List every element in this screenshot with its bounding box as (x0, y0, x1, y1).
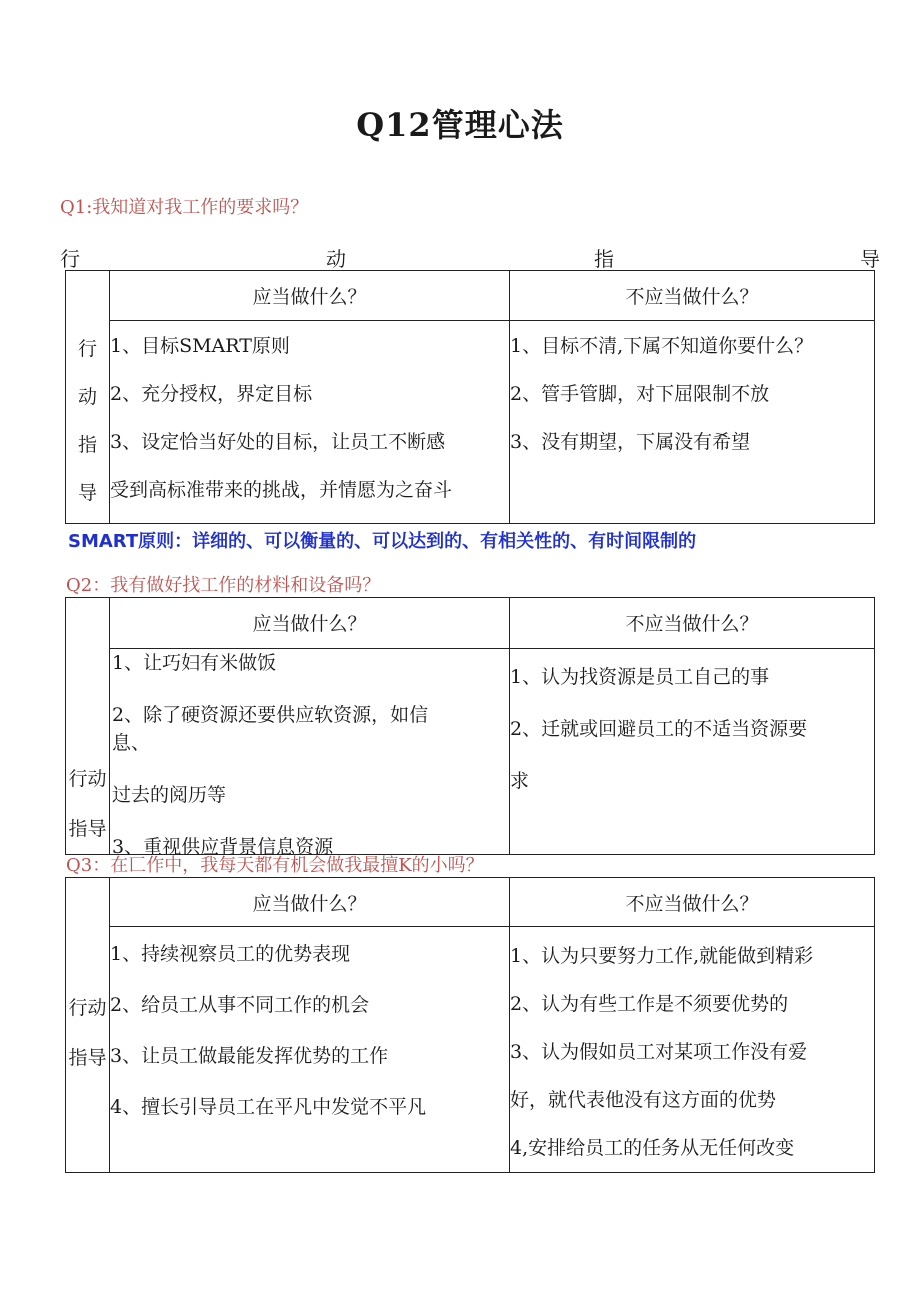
q1-do-item: 1、目标SMART原则 (110, 335, 290, 357)
q1-do-item: 受到高标准带来的挑战，并情愿为之奋斗 (110, 479, 453, 501)
q3-question: Q3：在匸作中，我每天都有机会做我最擅K的小吗？ (66, 855, 484, 876)
q1-side-char: 动 (77, 386, 97, 408)
q1-spread-char-4: 导 (860, 247, 880, 271)
q3-dont-item: 1、认为只要努力工作,就能做到精彩 (510, 945, 814, 967)
q2-side-label-cell (66, 598, 110, 855)
q1-dont-item: 1、目标不清,下属不知道你要什么？ (510, 335, 814, 357)
q1-spread-char-1: 行 (60, 247, 80, 271)
q2-do-item: 3、重视供应背景信息资源 (112, 835, 334, 858)
q3-header-do: 应当做什么？ (110, 878, 510, 927)
q2-guidance-table (65, 597, 875, 858)
q1-header-dont: 不应当做什么？ (510, 271, 875, 321)
q2-do-cell (110, 648, 510, 858)
q2-dont-item: 求 (510, 769, 530, 792)
q3-header-dont: 不应当做什么？ (510, 878, 875, 927)
q1-question: Q1:我知道对我工作的要求吗？ (60, 197, 309, 218)
q3-dont-item: 3、认为假如员工对某项工作没有爱 (510, 1041, 808, 1063)
q3-do-cell (110, 927, 510, 1173)
q1-dont-item: 2、管手管脚，对下屈限制不放 (510, 383, 770, 405)
q2-header-do: 应当做什么？ (110, 598, 510, 649)
q1-side-label-cell (66, 271, 110, 524)
smart-principle-note: SMART原则：详细的、可以衡量的、可以达到的、有相关性的、有时间限制的 (68, 531, 697, 552)
q1-side-char: 导 (77, 482, 97, 504)
q1-do-item: 2、充分授权，界定目标 (110, 383, 313, 405)
q1-spread-char-2: 动 (326, 247, 346, 271)
page-title: Q12管理心法 (356, 106, 564, 144)
q3-dont-cell (510, 927, 875, 1173)
q2-question: Q2：我有做好找工作的材料和设备吗？ (66, 575, 381, 596)
q1-side-char: 指 (77, 434, 97, 456)
q3-side-line: 指导 (68, 1047, 107, 1069)
q2-dont-item: 2、迁就或回避员工的不适当资源要 (510, 717, 808, 740)
q2-do-item: 2、除了硬资源还要供应软资源，如信 (112, 703, 429, 726)
q2-dont-item: 1、认为找资源是员工自己的事 (510, 665, 770, 688)
q3-do-item: 3、让员工做最能发挥优势的工作 (110, 1045, 389, 1067)
q1-dont-cell (510, 321, 875, 524)
q3-dont-item: 好，就代表他没有这方面的优势 (510, 1089, 777, 1111)
q1-dont-item: 3、没有期望，下属没有希望 (510, 431, 751, 453)
q3-guidance-table (65, 877, 875, 1173)
q1-spread-char-3: 指 (594, 247, 614, 271)
q3-dont-item: 2、认为有些工作是不须要优势的 (510, 993, 789, 1015)
q2-do-item: 1、让巧妇有米做饭 (112, 651, 277, 674)
q2-header-dont: 不应当做什么？ (510, 598, 875, 649)
q2-do-item: 息、 (112, 731, 151, 754)
q1-header-do: 应当做什么？ (110, 271, 510, 321)
q3-do-item: 4、擅长引导员工在平凡中发觉不平凡 (110, 1096, 427, 1118)
q2-dont-cell (510, 648, 875, 854)
q2-side-line: 行动 (68, 768, 107, 790)
q3-do-item: 2、给员工从事不同工作的机会 (110, 994, 370, 1016)
q1-side-char: 行 (77, 338, 97, 360)
q3-side-line: 行动 (68, 997, 107, 1019)
q2-side-line: 指导 (68, 818, 107, 840)
q2-do-item: 过去的阅历等 (112, 783, 227, 806)
q3-side-label-cell (66, 878, 110, 1173)
q1-guidance-table (65, 270, 875, 524)
q3-dont-item: 4,安排给员工的任务从无任何改变 (510, 1137, 795, 1159)
q1-do-item: 3、设定恰当好处的目标，让员工不断感 (110, 431, 446, 453)
q3-do-item: 1、持续视察员工的优势表现 (110, 943, 351, 965)
q1-do-cell (110, 321, 510, 524)
